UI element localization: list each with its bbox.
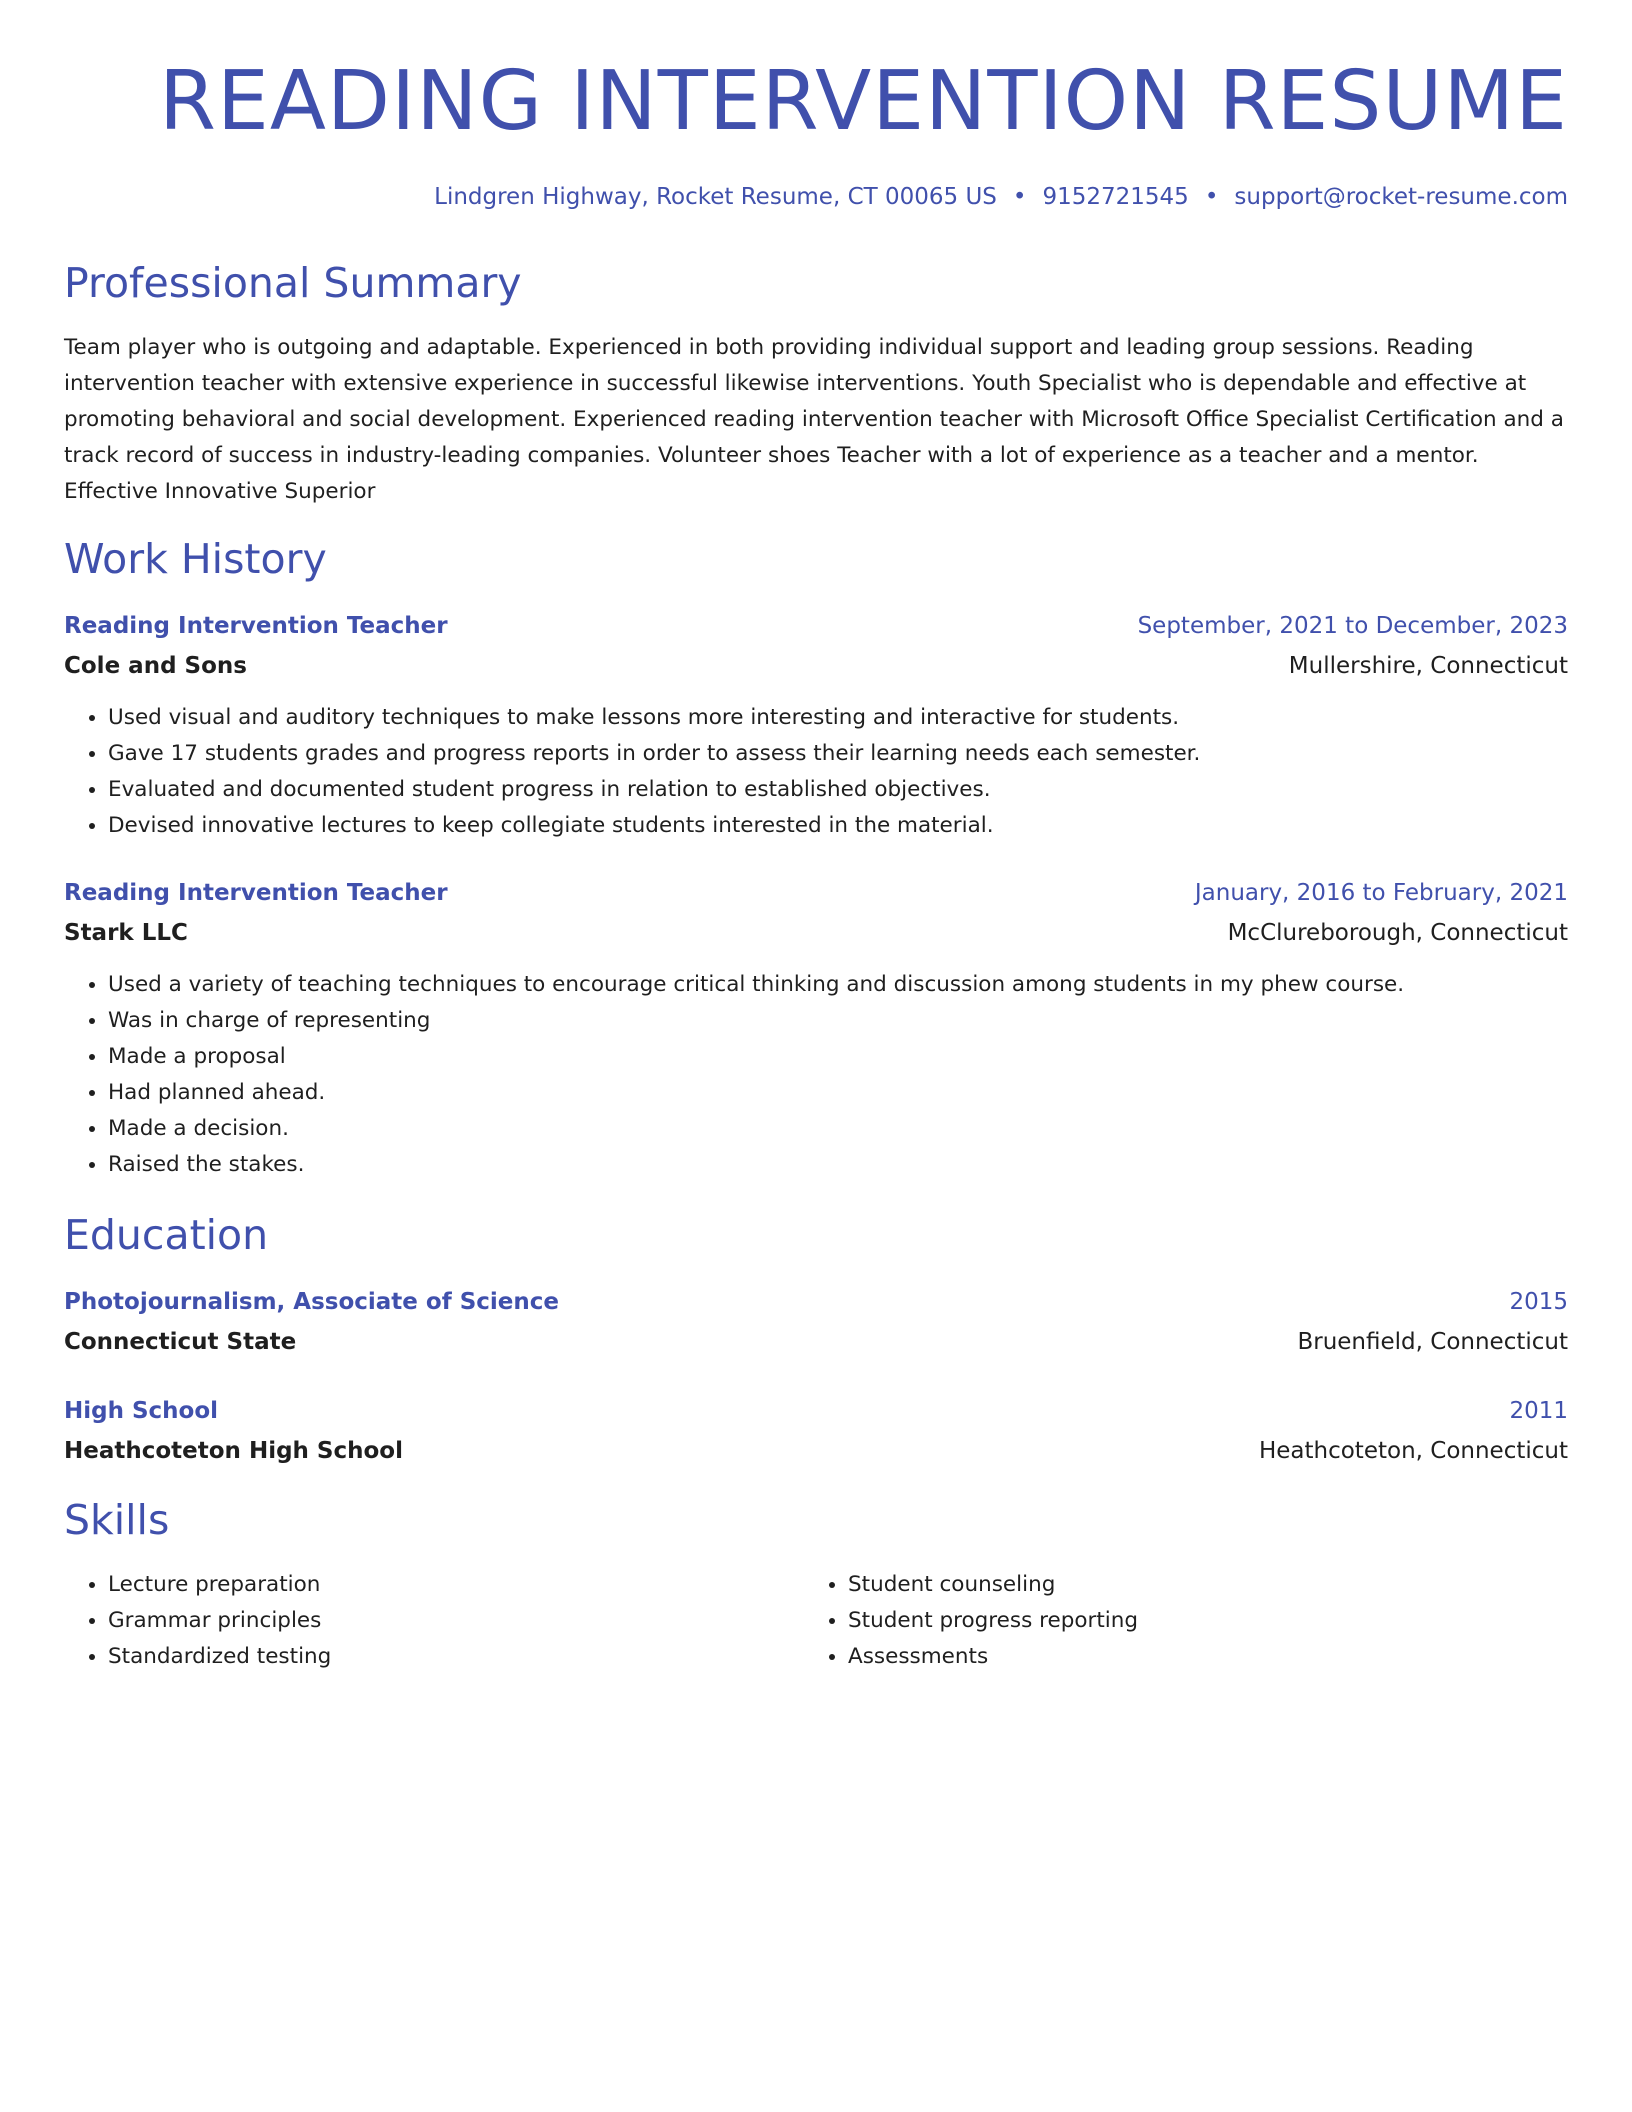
company-name: Stark LLC [64, 920, 188, 946]
work-entry-1-subheader [64, 651, 1568, 681]
education-year: 2011 [1509, 1398, 1568, 1424]
skill-item: • Assessments [848, 1639, 1544, 1675]
school-location: Bruenfield, Connecticut [1297, 1329, 1568, 1355]
work-entry-2-header [64, 878, 1568, 908]
contact-phone: 9152721545 [1042, 184, 1189, 210]
contact-separator: • [1012, 184, 1027, 210]
contact-email[interactable]: support@rocket-resume.com [1234, 184, 1568, 210]
contact-line [434, 182, 1568, 212]
job-dates: September, 2021 to December, 2023 [1137, 613, 1568, 639]
list-item: • Evaluated and documented student progress in relation to established objectives. [108, 772, 1200, 808]
list-item: • Used a variety of teaching techniques to encourage critical thinking and discussion among students in my phew course. [108, 967, 1404, 1003]
list-item: • Raised the stakes. [108, 1147, 1404, 1183]
education-entry-1-subheader [64, 1327, 1568, 1357]
skill-item: • Student counseling [848, 1567, 1544, 1603]
degree-name: High School [64, 1398, 219, 1424]
work-entry-1-bullets [64, 700, 1200, 844]
skills-list [64, 1567, 1568, 1675]
summary-text: Team player who is outgoing and adaptable. Experienced in both providing individual support and leading group sessions. Reading intervention teacher with extensive experience in successful likewise interventions. Youth Specialist who is dependable and effective at promoting behavioral and social development. Experienced reading intervention teacher with Microsoft Office Specialist Certification and a track record of success in industry-leading companies. Volunteer shoes Teacher with a lot of experience as a teacher and a mentor. Effective Innovative Superior [64, 335, 1564, 504]
company-name: Cole and Sons [64, 653, 247, 679]
job-location: Mullershire, Connecticut [1288, 653, 1568, 679]
work-entry-2-bullets [64, 967, 1404, 1183]
job-location: McClureborough, Connecticut [1227, 920, 1568, 946]
list-item: • Made a proposal [108, 1039, 1404, 1075]
skills-column-right [804, 1567, 1544, 1675]
school-name: Connecticut State [64, 1329, 297, 1355]
skills-column-left [64, 1567, 804, 1675]
school-name: Heathcoteton High School [64, 1438, 403, 1464]
education-entry-2-subheader [64, 1436, 1568, 1466]
work-entry-2-subheader [64, 918, 1568, 948]
skill-item: • Lecture preparation [108, 1567, 804, 1603]
list-item: • Used visual and auditory techniques to make lessons more interesting and interactive for students. [108, 700, 1200, 736]
list-item: • Was in charge of representing [108, 1003, 1404, 1039]
skill-item: • Standardized testing [108, 1639, 804, 1675]
education-year: 2015 [1509, 1289, 1568, 1315]
resume-name: READING INTERVENTION RESUME [159, 54, 1568, 149]
list-item: • Made a decision. [108, 1111, 1404, 1147]
work-entry-1-header [64, 611, 1568, 641]
contact-separator: • [1204, 184, 1219, 210]
list-item: • Gave 17 students grades and progress reports in order to assess their learning needs each semester. [108, 736, 1200, 772]
school-location: Heathcoteton, Connecticut [1258, 1438, 1568, 1464]
education-entry-1-header [64, 1287, 1568, 1317]
job-title: Reading Intervention Teacher [64, 613, 448, 639]
list-item: • Devised innovative lectures to keep collegiate students interested in the material. [108, 808, 1200, 844]
skill-item: • Grammar principles [108, 1603, 804, 1639]
section-title-work: Work History [64, 535, 327, 583]
contact-address: Lindgren Highway, Rocket Resume, CT 00065 US [434, 184, 997, 210]
education-entry-2-header [64, 1396, 1568, 1426]
section-title-skills: Skills [64, 1496, 170, 1544]
list-item: • Had planned ahead. [108, 1075, 1404, 1111]
degree-name: Photojournalism, Associate of Science [64, 1289, 560, 1315]
section-title-summary: Professional Summary [64, 259, 522, 307]
job-title: Reading Intervention Teacher [64, 880, 448, 906]
job-dates: January, 2016 to February, 2021 [1194, 880, 1568, 906]
section-title-education: Education [64, 1211, 269, 1259]
skill-item: • Student progress reporting [848, 1603, 1544, 1639]
